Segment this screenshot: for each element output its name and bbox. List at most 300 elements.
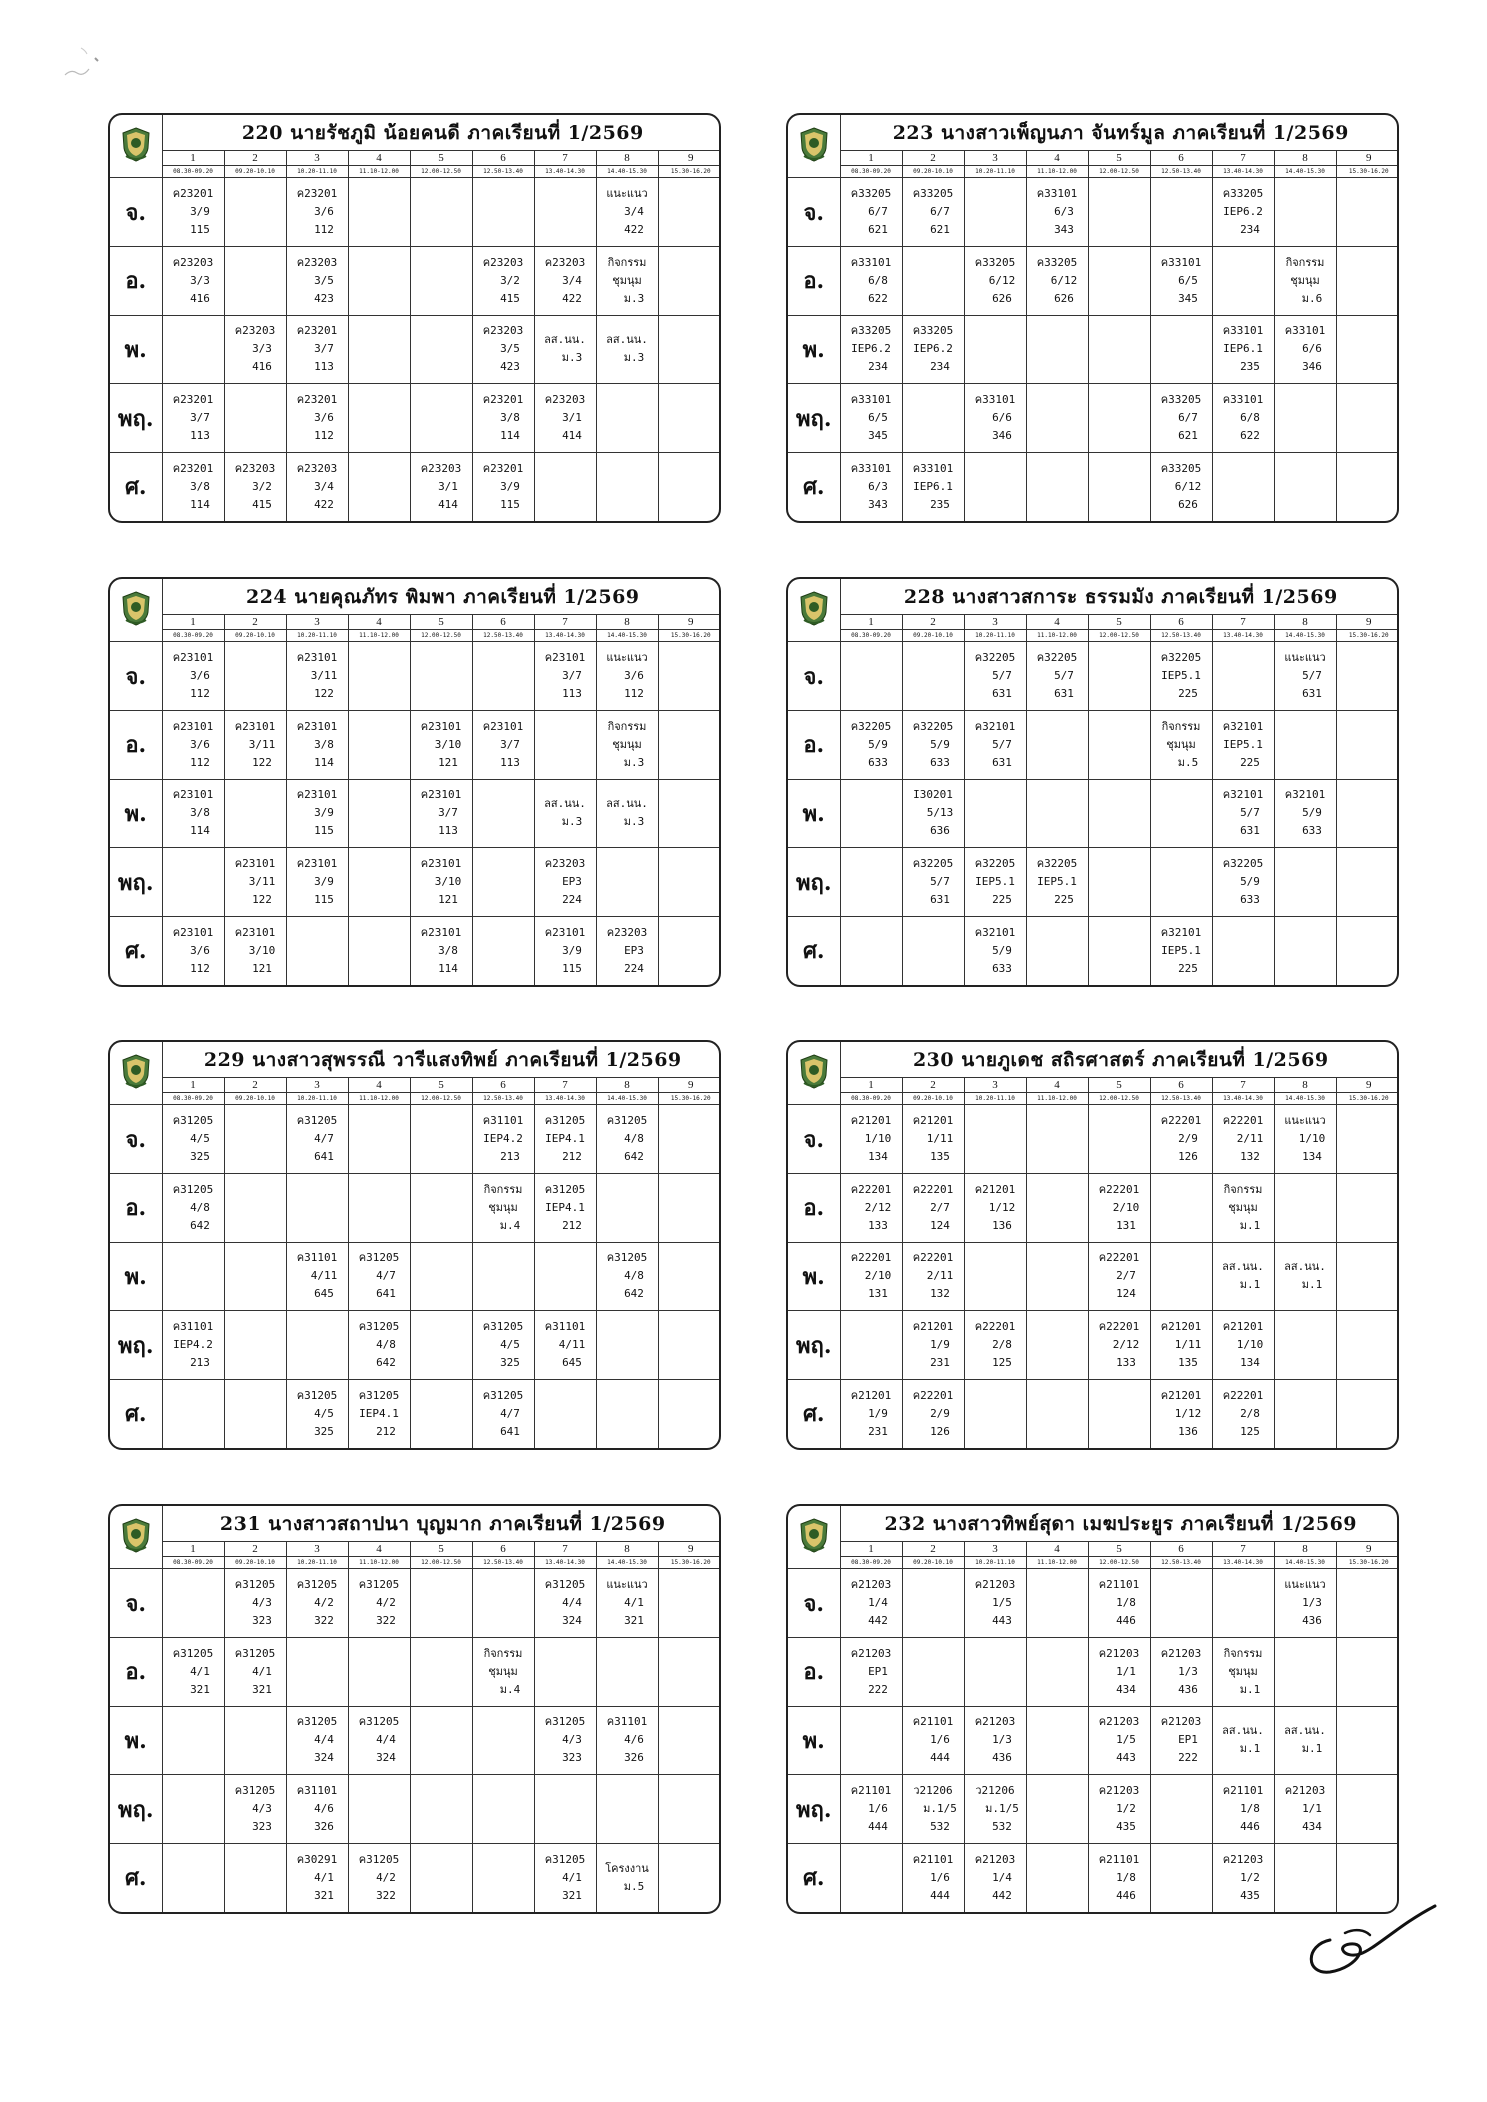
day-label: พฤ. xyxy=(788,848,840,917)
schedule-slot xyxy=(410,779,472,848)
slot-line: 1/3 xyxy=(992,1733,1012,1747)
schedule-slot xyxy=(964,1843,1026,1912)
slot-line: ค31101 xyxy=(482,1114,524,1128)
period-number: 5 xyxy=(410,1542,472,1557)
schedule-slot xyxy=(1150,1105,1212,1174)
slot-line: IEP5.1 xyxy=(1161,943,1201,957)
slot-line: ค23101 xyxy=(234,925,276,939)
slot-line: กิจกรรม xyxy=(607,719,647,733)
slot-line: 4/3 xyxy=(562,1733,582,1747)
slot-line: ค33101 xyxy=(850,461,892,475)
slot-line: 113 xyxy=(314,360,334,374)
slot-line: ค31205 xyxy=(544,1114,586,1128)
schedule-slot xyxy=(596,1379,658,1448)
schedule-slot xyxy=(286,1569,348,1638)
period-time: 11.10-12.00 xyxy=(348,1092,410,1104)
day-label: จ. xyxy=(110,178,162,247)
period-number: 4 xyxy=(348,151,410,166)
schedule-slot xyxy=(1212,1637,1274,1706)
schedule-slot xyxy=(472,710,534,779)
slot-line: ค23203 xyxy=(482,255,524,269)
day-row xyxy=(788,1242,1399,1311)
slot-line: 442 xyxy=(992,1888,1012,1902)
schedule-slot xyxy=(472,1706,534,1775)
schedule-slot xyxy=(472,1569,534,1638)
schedule-slot xyxy=(902,1569,964,1638)
slot-line: 641 xyxy=(314,1150,334,1164)
schedule-slot xyxy=(1212,1173,1274,1242)
schedule-slot xyxy=(1212,1706,1274,1775)
day-row xyxy=(110,178,721,247)
period-number: 7 xyxy=(534,615,596,630)
schedule-slot xyxy=(1212,642,1274,711)
day-label: พ. xyxy=(788,779,840,848)
slot-line: 446 xyxy=(1116,1614,1136,1628)
logo-cell xyxy=(788,1042,840,1105)
day-row xyxy=(110,710,721,779)
slot-line: 6/8 xyxy=(1240,411,1260,424)
slot-line: 444 xyxy=(930,1751,950,1765)
slot-line: ค32101 xyxy=(1284,788,1326,802)
slot-line: 435 xyxy=(1240,1888,1260,1902)
period-number: 1 xyxy=(840,151,902,166)
schedule-slot xyxy=(1274,1242,1336,1311)
schedule-slot xyxy=(964,1105,1026,1174)
schedule-slot xyxy=(840,779,902,848)
slot-line: 621 xyxy=(930,223,950,237)
schedule-slot xyxy=(286,384,348,453)
slot-line: ค32205 xyxy=(1160,651,1202,665)
slot-line: ค21203 xyxy=(1098,1784,1140,1797)
schedule-slot xyxy=(1212,1379,1274,1448)
schedule-slot xyxy=(658,642,721,711)
slot-line: 2/8 xyxy=(992,1338,1012,1351)
slot-line: 2/12 xyxy=(864,1200,892,1214)
slot-line: 4/8 xyxy=(624,1269,644,1283)
slot-line: ค31205 xyxy=(544,1852,586,1866)
schedule-slot xyxy=(964,1242,1026,1311)
slot-line: ค23101 xyxy=(482,719,524,733)
schedule-slot xyxy=(1336,1105,1399,1174)
slot-line: ค23101 xyxy=(296,651,338,665)
schedule-slot xyxy=(1150,1637,1212,1706)
day-row xyxy=(788,1379,1399,1448)
day-row xyxy=(110,1706,721,1775)
period-number: 8 xyxy=(596,1078,658,1093)
schedule-slot xyxy=(1088,1637,1150,1706)
slot-line: ว21206 xyxy=(975,1784,1015,1797)
schedule-slot xyxy=(658,315,721,384)
period-number: 6 xyxy=(1150,615,1212,630)
slot-line: 5/9 xyxy=(992,943,1012,957)
slot-line: 322 xyxy=(314,1614,334,1628)
period-time: 10.20-11.10 xyxy=(286,629,348,641)
period-number: 6 xyxy=(1150,151,1212,166)
day-label: พฤ. xyxy=(110,848,162,917)
slot-line: ค23203 xyxy=(296,461,338,475)
schedule-slot xyxy=(840,1637,902,1706)
slot-line: ค21203 xyxy=(1160,1646,1202,1660)
slot-line: 4/2 xyxy=(314,1596,334,1610)
schedule-slot xyxy=(410,246,472,315)
school-crest-icon xyxy=(120,1517,152,1553)
slot-line: ค33205 xyxy=(912,187,954,201)
schedule-slot xyxy=(1026,315,1088,384)
schedule-slot xyxy=(224,1105,286,1174)
slot-line: 631 xyxy=(930,893,950,906)
slot-line: 122 xyxy=(252,893,272,906)
day-row xyxy=(110,1775,721,1844)
slot-line: 3/6 xyxy=(314,411,334,424)
schedule-slot xyxy=(1212,1843,1274,1912)
slot-line: 321 xyxy=(190,1682,210,1696)
schedule-slot xyxy=(286,1379,348,1448)
period-number: 7 xyxy=(1212,615,1274,630)
slot-line: 423 xyxy=(314,291,334,305)
period-time: 15.30-16.20 xyxy=(658,1092,721,1104)
slot-line: 5/7 xyxy=(992,737,1012,751)
day-label: จ. xyxy=(788,642,840,711)
slot-line: 4/1 xyxy=(562,1870,582,1884)
schedule-slot xyxy=(472,779,534,848)
schedule-slot xyxy=(1088,246,1150,315)
slot-line: 212 xyxy=(562,1150,582,1164)
period-number: 1 xyxy=(840,1542,902,1557)
period-time: 12.00-12.50 xyxy=(1088,1092,1150,1104)
slot-line: 125 xyxy=(1240,1424,1260,1438)
period-time: 09.20-10.10 xyxy=(224,629,286,641)
slot-line: 3/9 xyxy=(314,875,334,888)
schedule-slot xyxy=(348,178,410,247)
day-label: ศ. xyxy=(788,1843,840,1912)
schedule-slot xyxy=(1026,1173,1088,1242)
slot-line: 1/6 xyxy=(930,1870,950,1884)
period-time: 12.50-13.40 xyxy=(472,1092,534,1104)
day-row xyxy=(110,315,721,384)
slot-line: 626 xyxy=(992,291,1012,305)
slot-line: 323 xyxy=(562,1751,582,1765)
slot-line: ว21206 xyxy=(913,1784,953,1797)
slot-line: 642 xyxy=(376,1356,396,1369)
slot-line: 416 xyxy=(190,291,210,305)
slot-line: 114 xyxy=(190,824,210,838)
slot-line: 422 xyxy=(562,291,582,305)
schedule-slot xyxy=(596,384,658,453)
schedule-slot xyxy=(1212,916,1274,985)
slot-line: ค23101 xyxy=(420,857,462,870)
teacher-schedule-card xyxy=(786,577,1399,987)
slot-line: ค33205 xyxy=(1036,255,1078,269)
slot-line: 1/12 xyxy=(988,1200,1016,1214)
slot-line: IEP6.2 xyxy=(1223,205,1263,219)
slot-line: แนะแนว xyxy=(1284,1114,1326,1128)
schedule-slot xyxy=(410,848,472,917)
period-time: 13.40-14.30 xyxy=(534,1092,596,1104)
schedule-slot xyxy=(902,916,964,985)
schedule-slot xyxy=(286,452,348,521)
schedule-slot xyxy=(1212,1775,1274,1844)
slot-line: 642 xyxy=(190,1218,210,1232)
schedule-slot xyxy=(472,1173,534,1242)
schedule-slot xyxy=(1026,1775,1088,1844)
schedule-slot xyxy=(1088,1173,1150,1242)
slot-line: 3/8 xyxy=(500,411,520,424)
schedule-slot xyxy=(224,642,286,711)
schedule-slot xyxy=(162,1775,224,1844)
schedule-slot xyxy=(534,1311,596,1380)
period-time: 14.40-15.30 xyxy=(596,165,658,177)
slot-line: 325 xyxy=(314,1424,334,1438)
day-label: พ. xyxy=(110,779,162,848)
slot-line: ค30291 xyxy=(296,1852,338,1866)
slot-line: 1/8 xyxy=(1240,1802,1260,1815)
slot-line: 3/9 xyxy=(500,479,520,493)
slot-line: IEP6.1 xyxy=(1223,342,1263,356)
slot-line: 134 xyxy=(868,1150,888,1164)
slot-line: 1/11 xyxy=(1174,1338,1202,1351)
schedule-slot xyxy=(472,384,534,453)
schedule-slot xyxy=(658,384,721,453)
slot-line: ค32205 xyxy=(974,651,1016,665)
period-number: 9 xyxy=(1336,1542,1399,1557)
day-row xyxy=(110,1242,721,1311)
slot-line: ค23203 xyxy=(482,324,524,338)
period-time: 08.30-09.20 xyxy=(840,1092,902,1104)
day-row xyxy=(788,246,1399,315)
schedule-slot xyxy=(224,710,286,779)
slot-line: 443 xyxy=(1116,1751,1136,1765)
schedule-slot xyxy=(534,642,596,711)
slot-line: ค23101 xyxy=(544,651,586,665)
period-number: 2 xyxy=(224,1542,286,1557)
day-row xyxy=(110,848,721,917)
schedule-slot xyxy=(348,1173,410,1242)
slot-line: ชุมนุม xyxy=(1290,273,1320,287)
schedule-slot xyxy=(410,384,472,453)
schedule-slot xyxy=(348,1569,410,1638)
schedule-slot xyxy=(1150,315,1212,384)
slot-line: 322 xyxy=(376,1888,396,1902)
slot-line: 212 xyxy=(562,1218,582,1232)
schedule-slot xyxy=(472,452,534,521)
slot-line: 6/3 xyxy=(1054,205,1074,219)
slot-line: 113 xyxy=(190,429,210,442)
schedule-slot xyxy=(286,1775,348,1844)
slot-line: แนะแนว xyxy=(606,1578,648,1592)
slot-line: 631 xyxy=(992,755,1012,769)
period-time: 12.00-12.50 xyxy=(1088,165,1150,177)
period-number: 3 xyxy=(964,151,1026,166)
slot-line: 5/9 xyxy=(930,737,950,751)
period-number: 1 xyxy=(162,615,224,630)
schedule-slot xyxy=(286,1637,348,1706)
period-number: 7 xyxy=(1212,1542,1274,1557)
schedule-slot xyxy=(840,1569,902,1638)
schedule-slot xyxy=(534,1105,596,1174)
period-number: 9 xyxy=(658,1542,721,1557)
slot-line: ค21201 xyxy=(850,1114,892,1128)
schedule-slot xyxy=(902,246,964,315)
slot-line: ค22201 xyxy=(1160,1114,1202,1128)
period-time: 13.40-14.30 xyxy=(534,629,596,641)
slot-line: 3/7 xyxy=(190,411,210,424)
day-label: อ. xyxy=(110,1173,162,1242)
slot-line: 234 xyxy=(930,360,950,374)
slot-line: EP3 xyxy=(624,943,644,957)
slot-line: ค22201 xyxy=(912,1251,954,1265)
slot-line: 2/8 xyxy=(1240,1406,1260,1420)
slot-line: ค31205 xyxy=(482,1388,524,1402)
period-number: 2 xyxy=(902,151,964,166)
schedule-slot xyxy=(410,1775,472,1844)
slot-line: 622 xyxy=(1240,429,1260,442)
slot-line: 3/7 xyxy=(314,342,334,356)
day-row xyxy=(788,1173,1399,1242)
schedule-slot xyxy=(162,848,224,917)
schedule-slot xyxy=(596,848,658,917)
schedule-slot xyxy=(1274,916,1336,985)
slot-line: ค23101 xyxy=(544,925,586,939)
slot-line: ค21201 xyxy=(1160,1388,1202,1402)
day-row xyxy=(788,384,1399,453)
slot-line: 1/9 xyxy=(868,1406,888,1420)
schedule-slot xyxy=(1150,710,1212,779)
school-crest-icon xyxy=(798,126,830,162)
schedule-slot xyxy=(596,1637,658,1706)
schedule-slot xyxy=(224,1637,286,1706)
slot-line: 132 xyxy=(930,1287,950,1301)
schedule-slot xyxy=(472,1311,534,1380)
day-label: อ. xyxy=(788,710,840,779)
schedule-slot xyxy=(534,710,596,779)
period-number: 3 xyxy=(286,151,348,166)
slot-line: 4/5 xyxy=(314,1406,334,1420)
slot-line: 3/4 xyxy=(562,273,582,287)
day-label: ศ. xyxy=(788,916,840,985)
slot-line: 112 xyxy=(624,687,644,701)
schedule-slot xyxy=(658,1173,721,1242)
logo-cell xyxy=(788,579,840,642)
slot-line: 1/10 xyxy=(1236,1338,1264,1351)
slot-line: ค23203 xyxy=(544,255,586,269)
period-number: 5 xyxy=(1088,1078,1150,1093)
schedule-slot xyxy=(410,1569,472,1638)
slot-line: ค21201 xyxy=(912,1114,954,1128)
period-time: 11.10-12.00 xyxy=(1026,1556,1088,1568)
schedule-slot xyxy=(410,1173,472,1242)
schedule-slot xyxy=(1274,452,1336,521)
slot-line: 212 xyxy=(376,1424,396,1438)
slot-line: ค23101 xyxy=(420,788,462,802)
day-label: พ. xyxy=(788,1242,840,1311)
slot-line: กิจกรรม xyxy=(1285,255,1325,269)
slot-line: IEP5.1 xyxy=(975,875,1015,888)
slot-line: 2/12 xyxy=(1112,1338,1140,1351)
slot-line: 6/7 xyxy=(1178,411,1198,424)
slot-line: ลส.นน. xyxy=(1284,1260,1326,1274)
schedule-slot xyxy=(534,1242,596,1311)
schedule-slot xyxy=(1026,642,1088,711)
slot-line: 321 xyxy=(314,1888,334,1902)
period-number: 9 xyxy=(658,1078,721,1093)
day-label: ศ. xyxy=(110,452,162,521)
slot-line: 435 xyxy=(1116,1820,1136,1833)
slot-line: ค32205 xyxy=(850,719,892,733)
school-crest-icon xyxy=(798,1517,830,1553)
schedule-slot xyxy=(658,1843,721,1912)
schedule-slot xyxy=(1336,1775,1399,1844)
period-time: 11.10-12.00 xyxy=(348,165,410,177)
period-time: 15.30-16.20 xyxy=(1336,165,1399,177)
schedule-slot xyxy=(596,779,658,848)
period-time: 14.40-15.30 xyxy=(596,629,658,641)
schedule-slot xyxy=(1336,1242,1399,1311)
period-number: 8 xyxy=(596,151,658,166)
slot-line: แนะแนว xyxy=(1284,1578,1326,1592)
slot-line: ค31205 xyxy=(358,1320,400,1333)
slot-line: 321 xyxy=(624,1614,644,1628)
slot-line: ค22201 xyxy=(1222,1114,1264,1128)
schedule-slot xyxy=(1212,848,1274,917)
slot-line: 225 xyxy=(1178,961,1198,975)
period-number: 4 xyxy=(348,1542,410,1557)
slot-line: ค32205 xyxy=(1036,651,1078,665)
school-crest-icon xyxy=(120,590,152,626)
slot-line: 3/9 xyxy=(314,806,334,820)
slot-line: ค23101 xyxy=(234,719,276,733)
slot-line: 2/11 xyxy=(926,1269,954,1283)
schedule-slot xyxy=(964,178,1026,247)
slot-line: 3/7 xyxy=(562,669,582,683)
slot-line: 113 xyxy=(500,755,520,769)
slot-line: 3/11 xyxy=(248,737,276,751)
schedule-table xyxy=(110,115,721,521)
slot-line: 4/4 xyxy=(314,1733,334,1747)
slot-line: ค31205 xyxy=(296,1578,338,1592)
slot-line: 3/3 xyxy=(252,342,272,356)
day-label: อ. xyxy=(110,246,162,315)
schedule-slot xyxy=(840,1843,902,1912)
slot-line: 4/1 xyxy=(624,1596,644,1610)
schedule-slot xyxy=(902,1706,964,1775)
slot-line: ม.4 xyxy=(499,1218,521,1232)
schedule-slot xyxy=(596,1775,658,1844)
slot-line: 2/10 xyxy=(1112,1200,1140,1214)
teacher-schedule-card xyxy=(786,1504,1399,1914)
period-time: 09.20-10.10 xyxy=(224,1556,286,1568)
slot-line: 6/12 xyxy=(1050,273,1078,287)
schedule-slot xyxy=(1150,1311,1212,1380)
period-time: 08.30-09.20 xyxy=(162,629,224,641)
slot-line: 5/7 xyxy=(1240,806,1260,820)
slot-line: 633 xyxy=(1302,824,1322,838)
slot-line: 121 xyxy=(252,961,272,975)
slot-line: ค31205 xyxy=(172,1182,214,1196)
period-time: 14.40-15.30 xyxy=(1274,1092,1336,1104)
slot-line: ม.1 xyxy=(1239,1682,1261,1696)
schedule-slot xyxy=(410,1379,472,1448)
slot-line: 115 xyxy=(500,497,520,511)
slot-line: แนะแนว xyxy=(606,187,648,201)
slot-line: ชุมนุม xyxy=(488,1664,518,1678)
school-crest-icon xyxy=(120,1053,152,1089)
schedule-slot xyxy=(964,1311,1026,1380)
slot-line: 4/4 xyxy=(376,1733,396,1747)
slot-line: ค32101 xyxy=(1222,788,1264,802)
slot-line: 631 xyxy=(1054,687,1074,701)
slot-line: 321 xyxy=(252,1682,272,1696)
schedule-slot xyxy=(1212,710,1274,779)
